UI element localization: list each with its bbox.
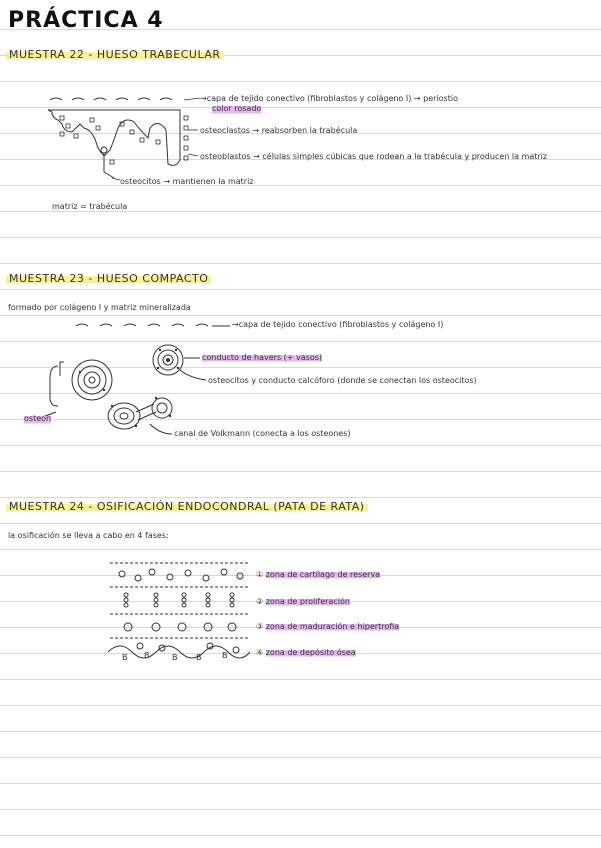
phase-3 (256, 622, 399, 632)
label-volkmann: canal de Volkmann (conecta a los osteones) (174, 429, 351, 438)
phase-2-number: ② (256, 597, 264, 606)
label-matriz: matriz = trabécula (52, 202, 128, 211)
phase-1-label: zona de cartílago de reserva (265, 570, 381, 579)
label-osteon: osteon (24, 414, 52, 423)
phase-3-number: ③ (256, 622, 264, 631)
svg-text:B: B (144, 651, 150, 660)
label-osteoblastos: osteoblastos → células simples cúbicas que rodean a la trabécula y producen la matriz (200, 152, 548, 161)
svg-text:B: B (196, 653, 202, 662)
heading-muestra-24: MUESTRA 24 - OSIFICACIÓN ENDOCONDRAL (PATA DE RATA) (6, 500, 368, 513)
label-conducto-havers-text: conducto de havers (+ vasos) (202, 353, 323, 362)
phase-1 (256, 570, 380, 580)
bone-deposit-mark: B (122, 653, 128, 662)
phase-4 (256, 648, 356, 658)
label-osteocitos-compacto: osteocitos y conducto calcóforo (donde se conectan los osteocitos) (208, 376, 477, 385)
intro-hueso-compacto: formado por colágeno I y matriz mineralizada (8, 303, 191, 312)
heading-muestra-23: MUESTRA 23 - HUESO COMPACTO (6, 272, 211, 285)
phase-1-number: ① (256, 570, 264, 579)
heading-muestra-22: MUESTRA 22 - HUESO TRABECULAR (6, 48, 224, 61)
phase-2 (256, 597, 350, 607)
phase-4-number: ④ (256, 648, 264, 657)
phase-3-label: zona de maduración e hipertrofia (265, 622, 400, 631)
label-periosteum-color: color rosado (212, 104, 262, 113)
phase-4-label: zona de depósito ósea (265, 648, 356, 657)
svg-text:B: B (172, 653, 178, 662)
page-title: PRÁCTICA 4 (8, 8, 164, 33)
label-tejido-compacto: →capa de tejido conectivo (fibroblastos y colágeno I) (232, 320, 444, 329)
intro-osificacion: la osificación se lleva a cabo en 4 fases: (8, 531, 169, 540)
label-periosteum: →capa de tejido conectivo (fibroblastos y colágeno I) → periostio (200, 94, 458, 103)
svg-text:B: B (222, 651, 228, 660)
phase-2-label: zona de proliferación (265, 597, 350, 606)
label-osteocitos: osteocitos → mantienen la matriz (120, 177, 254, 186)
label-osteoclastos: osteoclastos → reabsorben la trabécula (200, 126, 358, 135)
